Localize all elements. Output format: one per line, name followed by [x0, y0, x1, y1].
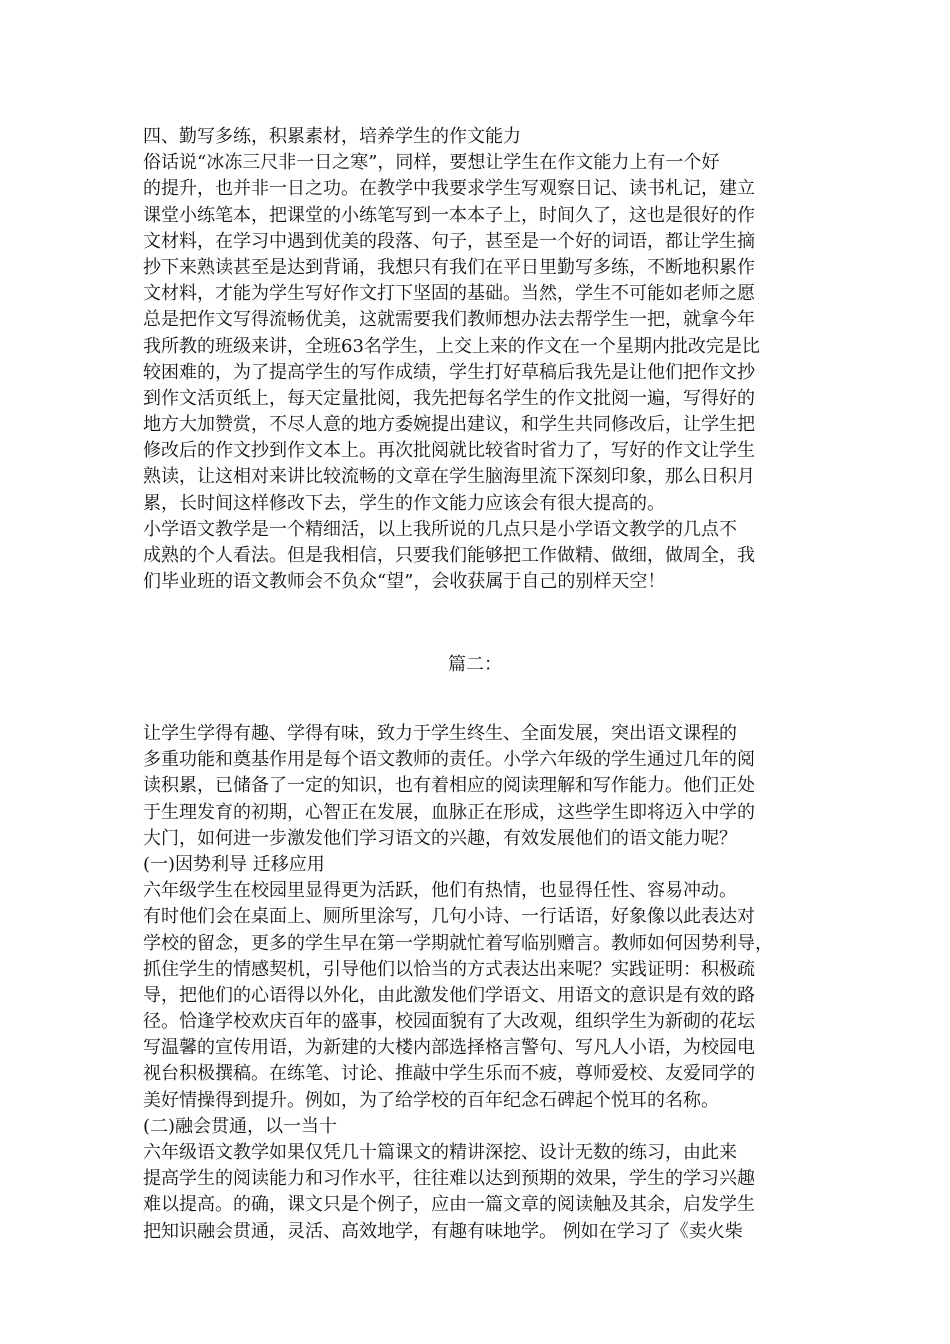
section-heading: 篇二： — [448, 654, 502, 675]
text-line: 我所教的班级来讲，全班63名学生，上交上来的作文在一个星期内批改完是比 — [143, 335, 760, 357]
text-line: 文材料，才能为学生写好作文打下坚固的基础。当然，学生不可能如老师之愿 — [143, 283, 755, 305]
text-line: 四、勤写多练，积累素材，培养学生的作文能力 — [143, 126, 521, 147]
text-line: 俗话说“冰冻三尺非一日之寒”，同样，要想让学生在作文能力上有一个好 — [143, 152, 720, 174]
text-line: 读积累，已储备了一定的知识，也有着相应的阅读理解和写作能力。他们正处 — [143, 775, 755, 797]
section-one-text — [143, 124, 811, 595]
text-line: 难以提高。的确，课文只是个例子，应由一篇文章的阅读触及其余，启发学生 — [143, 1194, 755, 1216]
text-line: 成熟的个人看法。但是我相信，只要我们能够把工作做精、做细，做周全，我 — [143, 545, 755, 566]
text-line: 导，把他们的心语得以外化，由此激发他们学语文、用语文的意识是有效的路 — [143, 984, 755, 1006]
text-line: 累，长时间这样修改下去，学生的作文能力应该会有很大提高的。 — [143, 492, 665, 514]
text-line: (一)因势利导 迁移应用 — [143, 853, 325, 875]
text-line: 把知识融会贯通，灵活、高效地学，有趣有味地学。 例如在学习了《卖火柴 — [143, 1220, 743, 1242]
text-line: 的提升，也并非一日之功。在教学中我要求学生写观察日记、读书札记，建立 — [143, 178, 755, 200]
text-line: 文材料，在学习中遇到优美的段落、句子，甚至是一个好的词语，都让学生摘 — [143, 230, 755, 252]
text-line: 视台积极撰稿。在练笔、讨论、推敲中学生乐而不疲，尊师爱校、友爱同学的 — [143, 1063, 755, 1085]
text-line: 小学语文教学是一个精细活，以上我所说的几点只是小学语文教学的几点不 — [143, 518, 737, 540]
text-line: 径。恰逢学校欢庆百年的盛事，校园面貌有了大改观，组织学生为新砌的花坛 — [143, 1011, 755, 1033]
text-line: (二)融会贯通，以一当十 — [143, 1115, 338, 1137]
text-line: 总是把作文写得流畅优美，这就需要我们教师想办法去帮学生一把，就拿今年 — [143, 309, 755, 331]
section-two-text — [143, 721, 811, 1245]
text-line: 较困难的，为了提高学生的写作成绩，学生打好草稿后我先是让他们把作文抄 — [143, 361, 755, 383]
text-line: 大门，如何进一步激发他们学习语文的兴趣，有效发展他们的语文能力呢？ — [143, 827, 737, 849]
text-line: 多重功能和奠基作用是每个语文教师的责任。小学六年级的学生通过几年的阅 — [143, 749, 755, 771]
text-line: 六年级语文教学如果仅凭几十篇课文的精讲深挖、设计无数的练习，由此来 — [143, 1142, 737, 1163]
text-line: 提高学生的阅读能力和习作水平，往往难以达到预期的效果，学生的学习兴趣 — [143, 1168, 755, 1190]
text-line: 们毕业班的语文教师会不负众“望”，会收获属于自己的别样天空！ — [143, 571, 666, 593]
text-line: 修改后的作文抄到作文本上。再次批阅就比较省时省力了，写好的作文让学生 — [143, 440, 755, 462]
text-line: 到作文活页纸上，每天定量批阅，我先把每名学生的作文批阅一遍，写得好的 — [143, 387, 755, 409]
text-line: 写温馨的宣传用语，为新建的大楼内部选择格言警句、写凡人小语，为校园电 — [143, 1037, 755, 1059]
text-line: 抓住学生的情感契机，引导他们以恰当的方式表达出来呢？实践证明：积极疏 — [143, 958, 755, 980]
text-line: 有时他们会在桌面上、厕所里涂写，几句小诗、一行话语，好象像以此表达对 — [143, 906, 755, 928]
text-line: 美好情操得到提升。例如，为了给学校的百年纪念石碑起个悦耳的名称。 — [143, 1089, 719, 1111]
text-line: 地方大加赞赏，不尽人意的地方委婉提出建议，和学生共同修改后，让学生把 — [143, 414, 755, 436]
text-line: 学校的留念，更多的学生早在第一学期就忙着写临别赠言。教师如何因势利导， — [143, 932, 773, 954]
text-line: 熟读，让这相对来讲比较流畅的文章在学生脑海里流下深刻印象，那么日积月 — [143, 466, 755, 488]
text-line: 抄下来熟读甚至是达到背诵，我想只有我们在平日里勤写多练，不断地积累作 — [143, 256, 755, 278]
text-line: 课堂小练笔本，把课堂的小练笔写到一本本子上，时间久了，这也是很好的作 — [143, 204, 755, 226]
text-line: 六年级学生在校园里显得更为活跃，他们有热情，也显得任性、容易冲动。 — [143, 880, 737, 902]
text-line: 让学生学得有趣、学得有味，致力于学生终生、全面发展，突出语文课程的 — [143, 723, 737, 744]
text-line: 于生理发育的初期，心智正在发展，血脉正在形成，这些学生即将迈入中学的 — [143, 801, 755, 823]
